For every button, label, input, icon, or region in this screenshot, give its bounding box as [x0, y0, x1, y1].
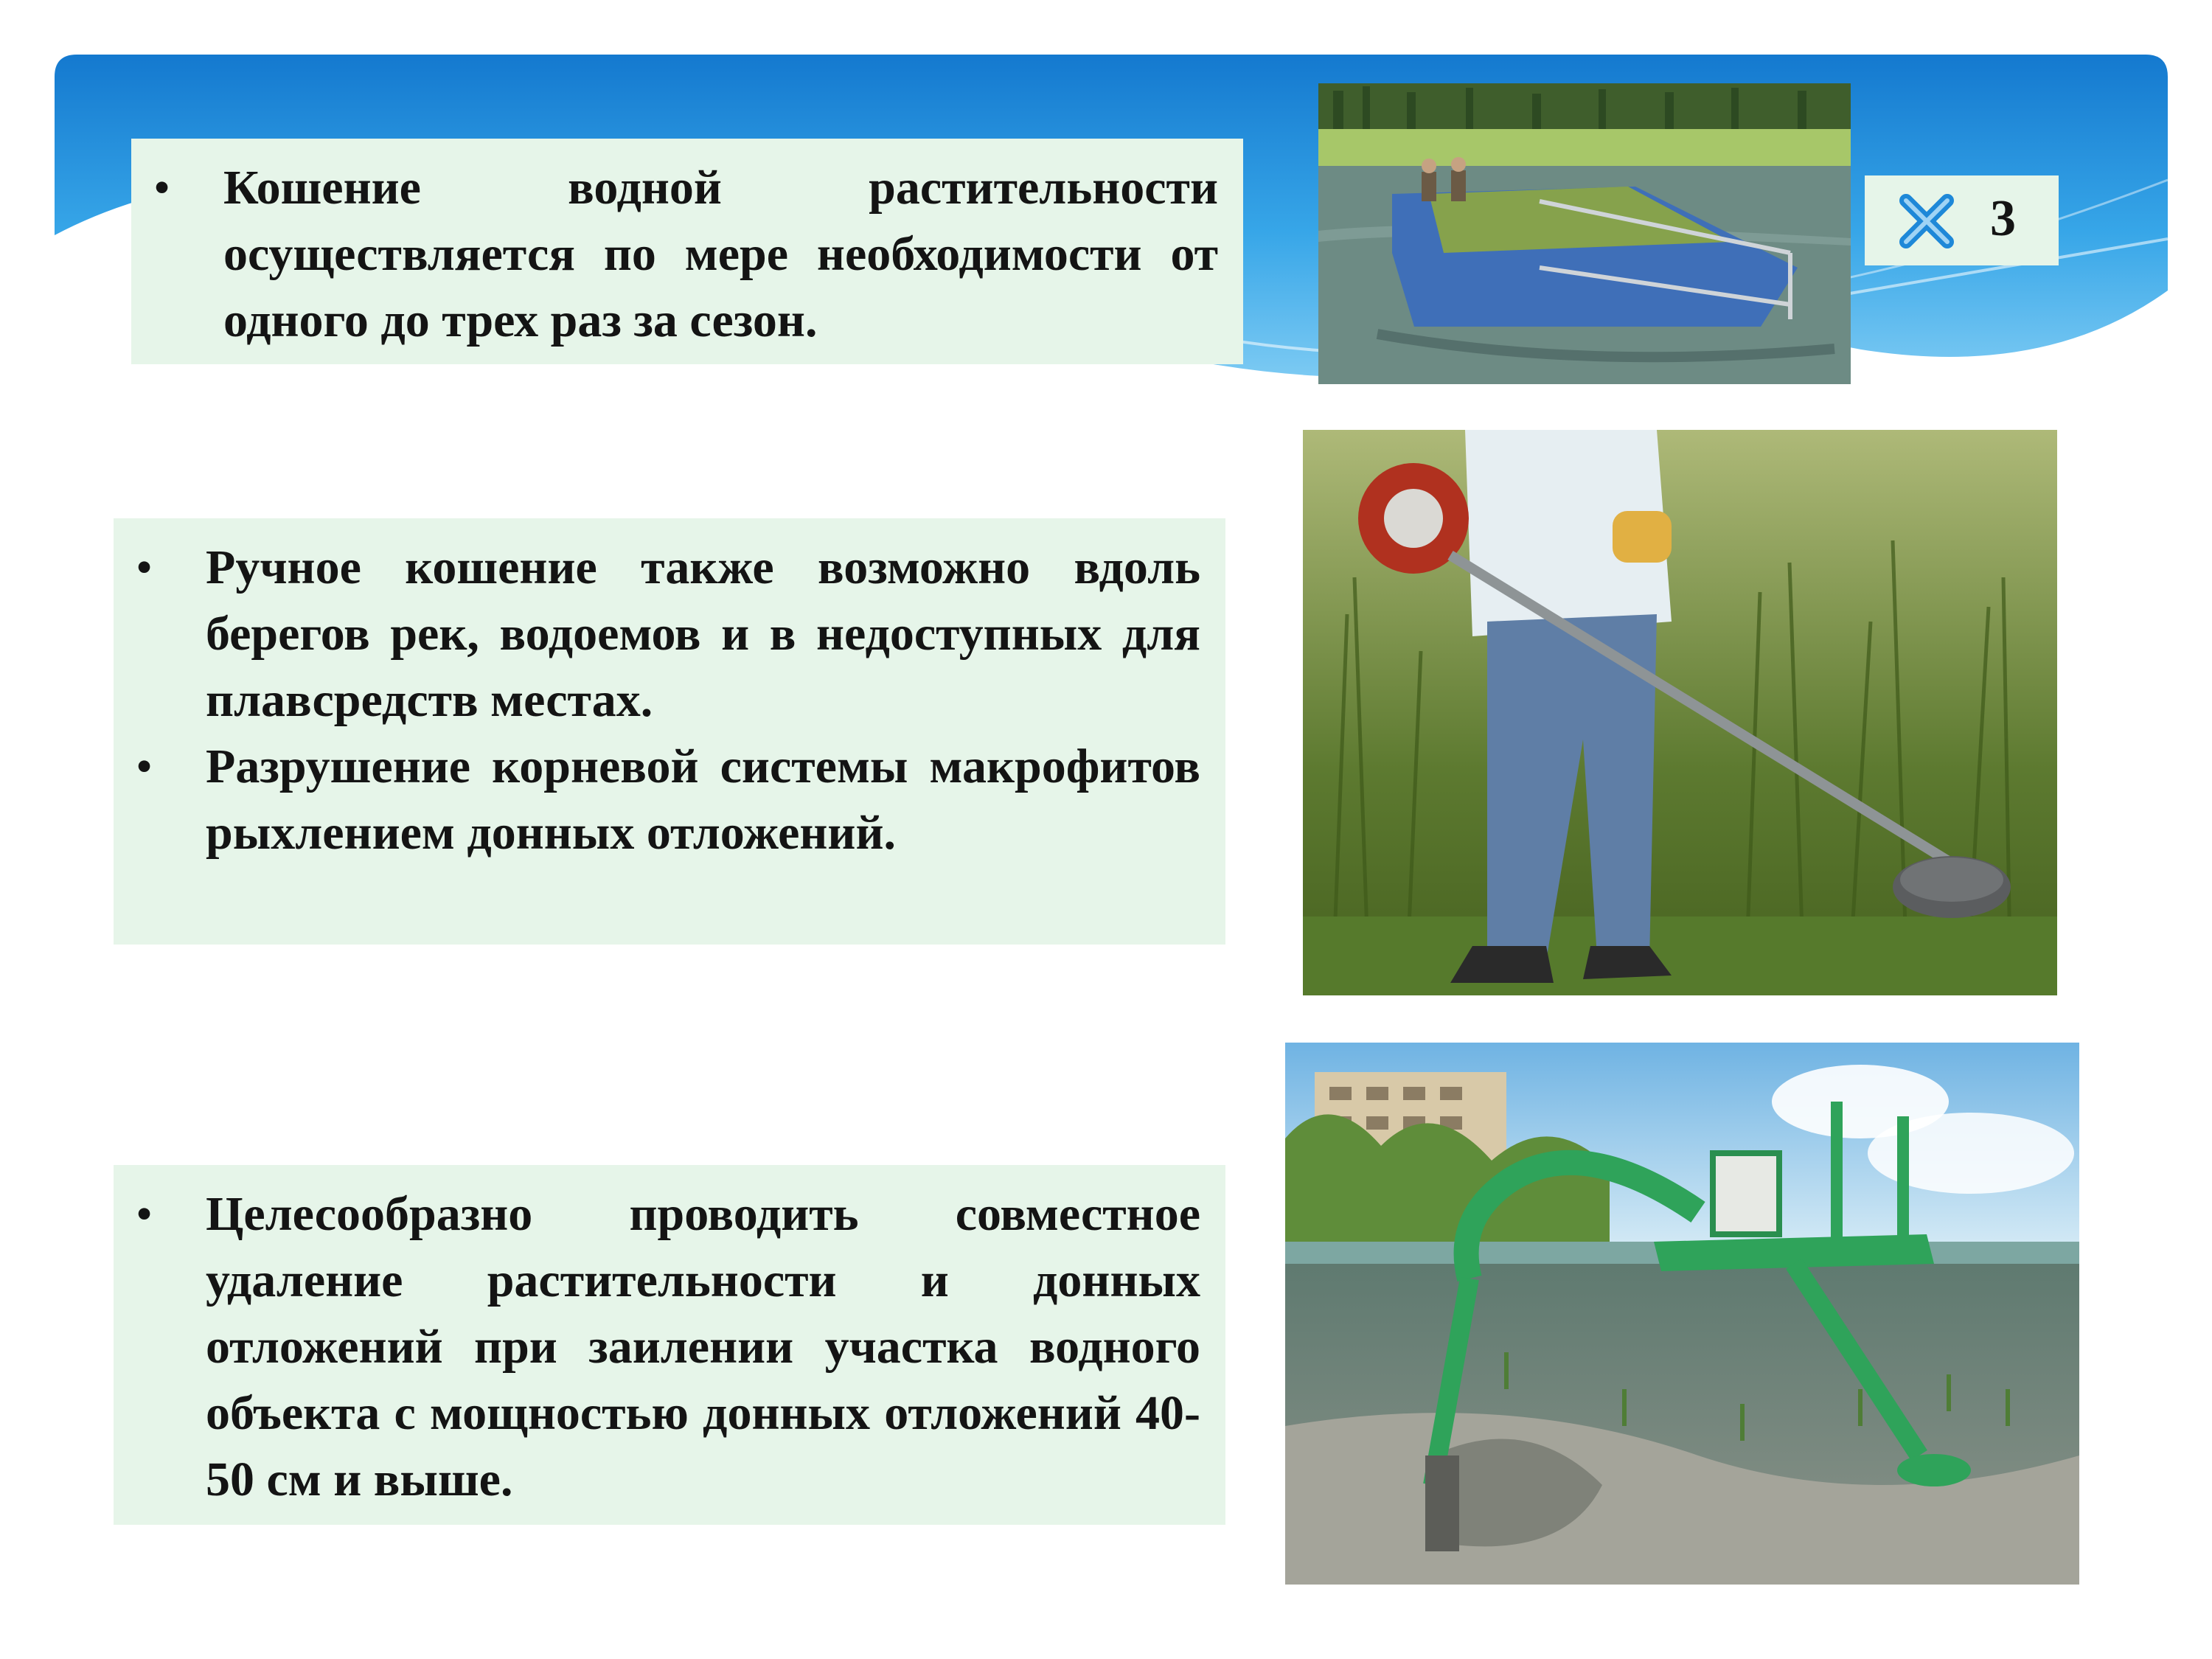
bullet-item: • Целесообразно проводить совместное удаление растительности и донных отложений при заилении участка водного объекта с мощностью донных отложений 40-50 см и выше.	[114, 1181, 1200, 1513]
bullet-list	[114, 1181, 1200, 1513]
bullet-list	[114, 535, 1200, 866]
bullet-item: • Ручное кошение также возможно вдоль берегов рек, водоемов и в недоступных для плавсредств местах.	[114, 535, 1200, 734]
cross-icon	[1896, 190, 1958, 252]
photo-weed-harvester	[1318, 83, 1851, 384]
page-number: 3	[1990, 190, 2016, 247]
text-box-mowing	[131, 139, 1243, 364]
bullet-list	[131, 155, 1218, 354]
bullet-item: • Кошение водной растительности осуществляется по мере необходимости от одного до трех раз за сезон.	[131, 155, 1218, 354]
bullet-item: • Разрушение корневой системы макрофитов рыхлением донных отложений.	[114, 734, 1200, 866]
text-box-manual-mowing	[114, 518, 1225, 945]
page-number-box	[1865, 175, 2059, 265]
text-box-sediment-removal	[114, 1165, 1225, 1525]
photo-brush-cutter	[1303, 430, 2057, 995]
photo-amphibious-excavator	[1285, 1043, 2079, 1585]
